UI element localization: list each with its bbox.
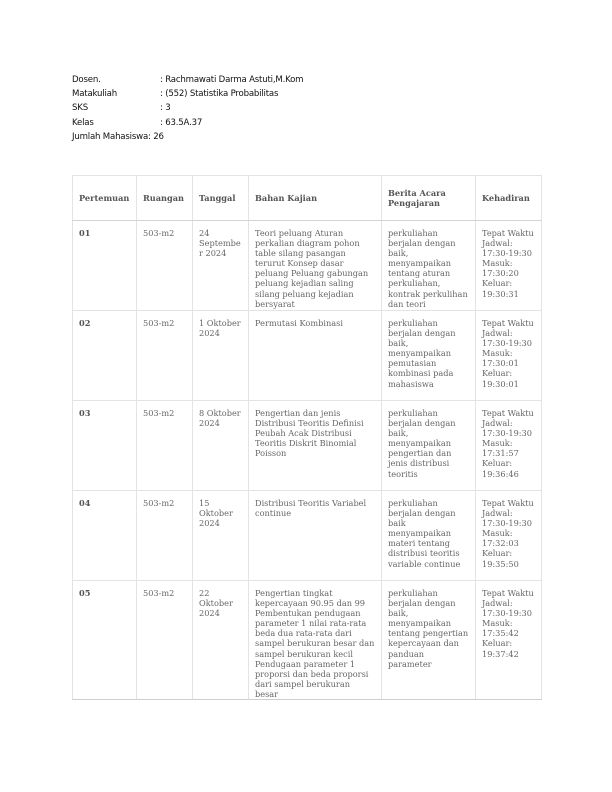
kehadiran-keluar-label: Keluar:	[482, 368, 513, 379]
info-kelas-value: : 63.5A.37	[160, 117, 203, 128]
kehadiran-masuk-label: Masuk:	[482, 438, 513, 449]
info-kelas	[72, 116, 303, 130]
header-tanggal: Tanggal	[193, 176, 249, 221]
info-sks-value: : 3	[160, 103, 171, 114]
kehadiran-jadwal-label: Jadwal:	[482, 508, 513, 519]
kehadiran-status: Tepat Waktu	[482, 318, 534, 328]
cell-bahan-kajian: Permutasi Kombinasi	[249, 311, 382, 401]
kehadiran-jadwal-label: Jadwal:	[482, 328, 513, 339]
table-row	[73, 491, 542, 581]
kehadiran-masuk-label: Masuk:	[482, 258, 513, 269]
info-kelas-label: Kelas	[72, 117, 94, 128]
table-row	[73, 221, 542, 311]
cell-kehadiran	[476, 221, 542, 311]
cell-kehadiran	[476, 311, 542, 401]
info-matakuliah	[72, 87, 303, 101]
kehadiran-status: Tepat Waktu	[482, 408, 534, 418]
kehadiran-jadwal-label: Jadwal:	[482, 418, 513, 429]
info-jumlah-label: Jumlah Mahasiswa	[72, 131, 149, 142]
cell-ruangan: 503-m2	[137, 491, 193, 581]
kehadiran-keluar: 19:30:31	[482, 288, 519, 299]
info-matakuliah-value: : (552) Statistika Probabilitas	[160, 89, 279, 100]
kehadiran-status: Tepat Waktu	[482, 498, 534, 508]
cell-kehadiran	[476, 491, 542, 581]
kehadiran-keluar: 19:35:50	[482, 558, 519, 569]
cell-berita-acara: perkuliahan berjalan dengan baik, menyampaikan tentang aturan perkuliahan, kontrak perkulihan dan teori	[382, 221, 476, 311]
header-pertemuan: Pertemuan	[73, 176, 137, 221]
cell-tanggal: 8 Oktober 2024	[193, 401, 249, 491]
cell-berita-acara: perkuliahan berjalan dengan baik menyampaikan materi tentang distribusi teoritis variable continue	[382, 491, 476, 581]
cell-tanggal: 22 Oktober 2024	[193, 581, 249, 700]
cell-tanggal: 1 Oktober 2024	[193, 311, 249, 401]
header-ruangan: Ruangan	[137, 176, 193, 221]
cell-tanggal: 24 September 2024	[193, 221, 249, 311]
cell-tanggal: 15 Oktober 2024	[193, 491, 249, 581]
cell-ruangan: 503-m2	[137, 221, 193, 311]
cell-bahan-kajian: Pengertian tingkat kepercayaan 90.95 dan 99 Pembentukan pendugaan parameter 1 nilai rata-rata beda dua rata-rata dari sampel berukuran besar dan sampel berukuran kecil Pendugaan parameter 1 proporsi dan beda proporsi dari sampel berukuran besar	[249, 581, 382, 700]
table-row	[73, 581, 542, 700]
info-dosen-value: : Rachmawati Darma Astuti,M.Kom	[160, 75, 304, 85]
info-dosen	[72, 73, 303, 87]
cell-berita-acara: perkuliahan berjalan dengan baik, menyampaikan pengertian dan jenis distribusi teoritis	[382, 401, 476, 491]
table-row	[73, 311, 542, 401]
kehadiran-masuk: 17:31:57	[482, 448, 519, 459]
info-dosen-label: Dosen.	[72, 75, 101, 85]
attendance-table	[72, 175, 542, 700]
kehadiran-masuk: 17:32:03	[482, 538, 519, 549]
kehadiran-jadwal: 17:30-19:30	[482, 338, 532, 349]
kehadiran-jadwal: 17:30-19:30	[482, 248, 532, 259]
kehadiran-keluar-label: Keluar:	[482, 548, 513, 559]
cell-pertemuan: 01	[73, 221, 137, 311]
cell-pertemuan: 03	[73, 401, 137, 491]
kehadiran-jadwal: 17:30-19:30	[482, 428, 532, 439]
cell-bahan-kajian: Teori peluang Aturan perkalian diagram pohon table silang pasangan terurut Konsep dasar peluang Peluang gabungan peluang kejadian saling silang peluang kejadian bersyarat	[249, 221, 382, 311]
cell-bahan-kajian: Distribusi Teoritis Variabel continue	[249, 491, 382, 581]
cell-berita-acara: perkuliahan berjalan dengan baik, menyampaikan pemutasian kombinasi pada mahasiswa	[382, 311, 476, 401]
cell-pertemuan: 02	[73, 311, 137, 401]
info-sks-label: SKS	[72, 103, 88, 114]
cell-berita-acara: perkuliahan berjalan dengan baik, menyampaikan tentang pengertian kepercayaan dan panduan parameter	[382, 581, 476, 700]
header-kehadiran: Kehadiran	[476, 176, 542, 221]
table-header-row	[73, 176, 542, 221]
kehadiran-keluar-label: Keluar:	[482, 638, 513, 649]
cell-ruangan: 503-m2	[137, 311, 193, 401]
table-row	[73, 401, 542, 491]
kehadiran-masuk-label: Masuk:	[482, 618, 513, 629]
kehadiran-masuk: 17:30:01	[482, 358, 519, 369]
kehadiran-keluar: 19:36:46	[482, 468, 519, 479]
info-jumlah-value: : 26	[148, 131, 164, 142]
kehadiran-jadwal-label: Jadwal:	[482, 238, 513, 249]
cell-ruangan: 503-m2	[137, 581, 193, 700]
cell-pertemuan: 04	[73, 491, 137, 581]
info-matakuliah-label: Matakuliah	[72, 89, 117, 100]
kehadiran-keluar: 19:30:01	[482, 378, 519, 389]
kehadiran-keluar: 19:37:42	[482, 648, 519, 659]
kehadiran-jadwal-label: Jadwal:	[482, 598, 513, 609]
header-bahan-kajian: Bahan Kajian	[249, 176, 382, 221]
kehadiran-jadwal: 17:30-19:30	[482, 518, 532, 529]
kehadiran-status: Tepat Waktu	[482, 588, 534, 598]
info-sks	[72, 101, 303, 115]
kehadiran-status: Tepat Waktu	[482, 228, 534, 238]
kehadiran-masuk: 17:35:42	[482, 628, 519, 639]
course-info	[72, 73, 303, 144]
kehadiran-keluar-label: Keluar:	[482, 278, 513, 289]
header-berita-acara: Berita Acara Pengajaran	[382, 176, 476, 221]
kehadiran-keluar-label: Keluar:	[482, 458, 513, 469]
cell-pertemuan: 05	[73, 581, 137, 700]
cell-bahan-kajian: Pengertian dan jenis Distribusi Teoritis Definisi Peubah Acak Distribusi Teoritis Diskrit Binomial Poisson	[249, 401, 382, 491]
kehadiran-masuk-label: Masuk:	[482, 348, 513, 359]
cell-kehadiran	[476, 581, 542, 700]
cell-kehadiran	[476, 401, 542, 491]
info-jumlah	[72, 130, 303, 144]
kehadiran-masuk-label: Masuk:	[482, 528, 513, 539]
cell-ruangan: 503-m2	[137, 401, 193, 491]
kehadiran-masuk: 17:30:20	[482, 268, 519, 279]
kehadiran-jadwal: 17:30-19:30	[482, 608, 532, 619]
